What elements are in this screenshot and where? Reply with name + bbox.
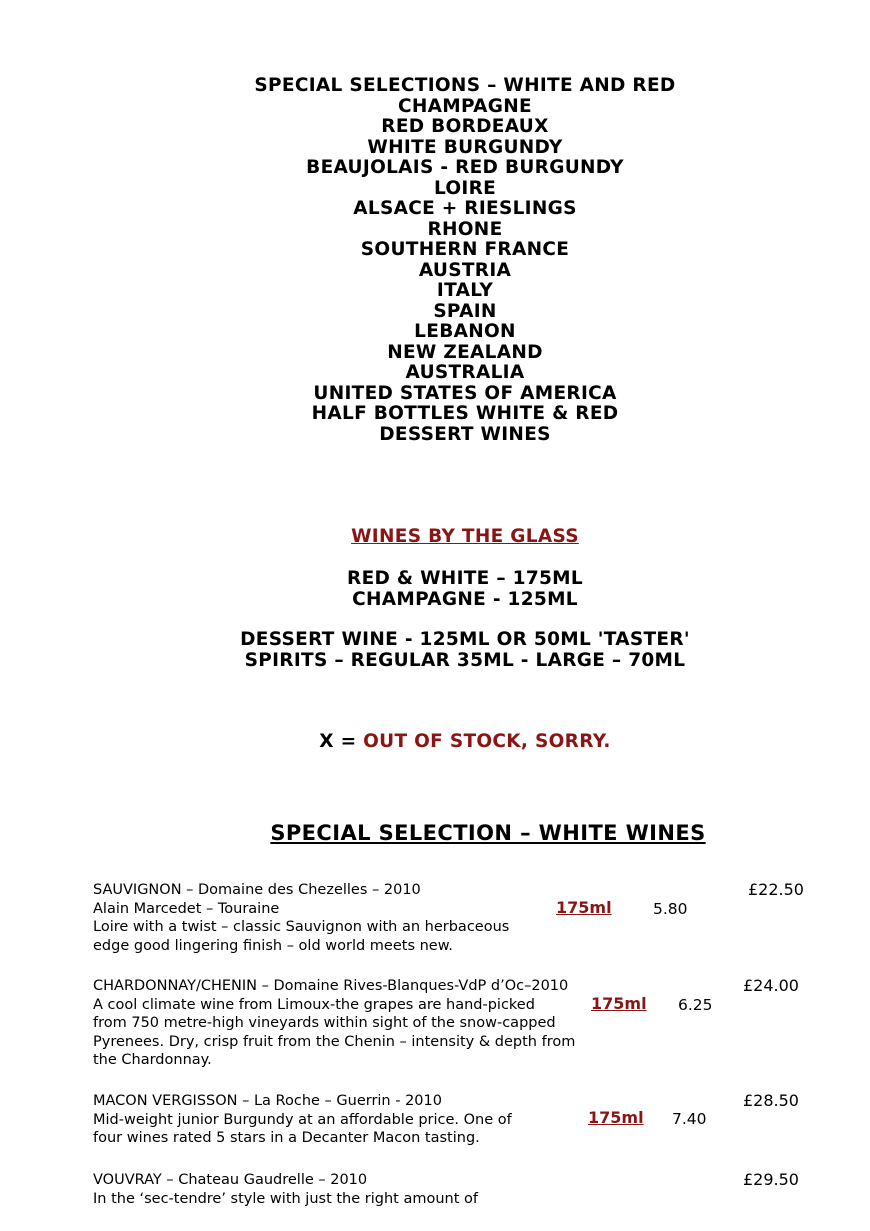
contents-item: ALSACE + RIESLINGS xyxy=(353,198,577,219)
contents-item: SPECIAL SELECTIONS – WHITE AND RED xyxy=(254,75,676,96)
wine-desc-line: In the ‘sec-tendre’ style with just the right amount of xyxy=(93,1190,478,1207)
wine-desc-line: from 750 metre-high vineyards within sight of the snow-capped xyxy=(93,1015,556,1031)
bottle-price: £28.50 xyxy=(743,1091,799,1110)
wine-name: VOUVRAY – Chateau Gaudrelle – 2010 xyxy=(93,1172,368,1188)
wine-name: CHARDONNAY/CHENIN – Domaine Rives-Blanques-VdP d’Oc–2010 xyxy=(93,978,569,994)
wines-by-glass-heading: WINES BY THE GLASS xyxy=(351,526,579,547)
out-of-stock-note xyxy=(0,731,870,752)
contents-item: LEBANON xyxy=(414,321,516,342)
glass-price: 5.80 xyxy=(653,900,688,918)
contents-item: SPAIN xyxy=(433,300,497,322)
glass-size: 175ml xyxy=(556,898,612,917)
wine-desc-line: the Chardonnay. xyxy=(93,1052,212,1068)
wine-entry xyxy=(93,1170,799,1208)
contents-list xyxy=(0,76,870,445)
out-of-stock-prefix: X = xyxy=(319,731,364,752)
wine-name: MACON VERGISSON – La Roche – Guerrin - 2010 xyxy=(93,1093,442,1109)
wine-entry xyxy=(93,880,804,955)
contents-item: BEAUJOLAIS - RED BURGUNDY xyxy=(306,157,624,178)
wine-entry xyxy=(93,1091,799,1148)
contents-item: ITALY xyxy=(436,280,494,301)
glass-line-champagne: CHAMPAGNE - 125ML xyxy=(352,589,578,610)
glass-sizes-block-2 xyxy=(0,629,870,671)
contents-item: RED BORDEAUX xyxy=(381,116,549,137)
contents-item: AUSTRALIA xyxy=(405,362,525,383)
glass-size: 175ml xyxy=(588,1108,644,1127)
wine-entry xyxy=(93,976,799,1070)
contents-item: SOUTHERN FRANCE xyxy=(360,239,570,260)
out-of-stock-text: OUT OF STOCK, SORRY. xyxy=(363,731,611,752)
contents-item: LOIRE xyxy=(433,177,497,199)
contents-item: AUSTRIA xyxy=(418,259,512,281)
wine-desc-line: A cool climate wine from Limoux-the grapes are hand-picked xyxy=(93,996,535,1013)
wine-desc-line: Alain Marcedet – Touraine xyxy=(93,900,280,917)
glass-price: 6.25 xyxy=(678,996,713,1014)
wine-desc-line: edge good lingering finish – old world meets new. xyxy=(93,937,453,954)
glass-size: 175ml xyxy=(591,994,647,1013)
contents-item: HALF BOTTLES WHITE & RED xyxy=(311,403,619,424)
glass-line-dessert: DESSERT WINE - 125ML OR 50ML 'TASTER' xyxy=(240,629,690,650)
contents-item: CHAMPAGNE xyxy=(398,95,532,117)
contents-item: WHITE BURGUNDY xyxy=(367,136,563,158)
bottle-price: £22.50 xyxy=(748,880,804,899)
page-bottom-edge xyxy=(0,1211,870,1231)
wine-desc-line: Loire with a twist – classic Sauvignon with an herbaceous xyxy=(93,919,510,935)
bottle-price: £24.00 xyxy=(743,976,799,995)
contents-item: UNITED STATES OF AMERICA xyxy=(313,382,617,404)
wine-name: SAUVIGNON – Domaine des Chezelles – 2010 xyxy=(93,882,421,898)
glass-line-red-white: RED & WHITE – 175ML xyxy=(347,568,583,589)
glass-price: 7.40 xyxy=(672,1110,707,1128)
section-title: SPECIAL SELECTION – WHITE WINES xyxy=(270,821,706,845)
wine-desc-line: Pyrenees. Dry, crisp fruit from the Chenin – intensity & depth from xyxy=(93,1033,576,1050)
glass-line-spirits: SPIRITS – REGULAR 35ML - LARGE – 70ML xyxy=(244,650,686,671)
glass-sizes-block-1 xyxy=(0,568,870,610)
contents-item: DESSERT WINES xyxy=(379,423,551,445)
wine-desc-line: Mid-weight junior Burgundy at an affordable price. One of xyxy=(93,1111,512,1128)
wine-desc-line: four wines rated 5 stars in a Decanter Macon tasting. xyxy=(93,1130,480,1146)
bottle-price: £29.50 xyxy=(743,1170,799,1189)
contents-item: NEW ZEALAND xyxy=(387,341,543,363)
contents-item: RHONE xyxy=(427,218,503,240)
